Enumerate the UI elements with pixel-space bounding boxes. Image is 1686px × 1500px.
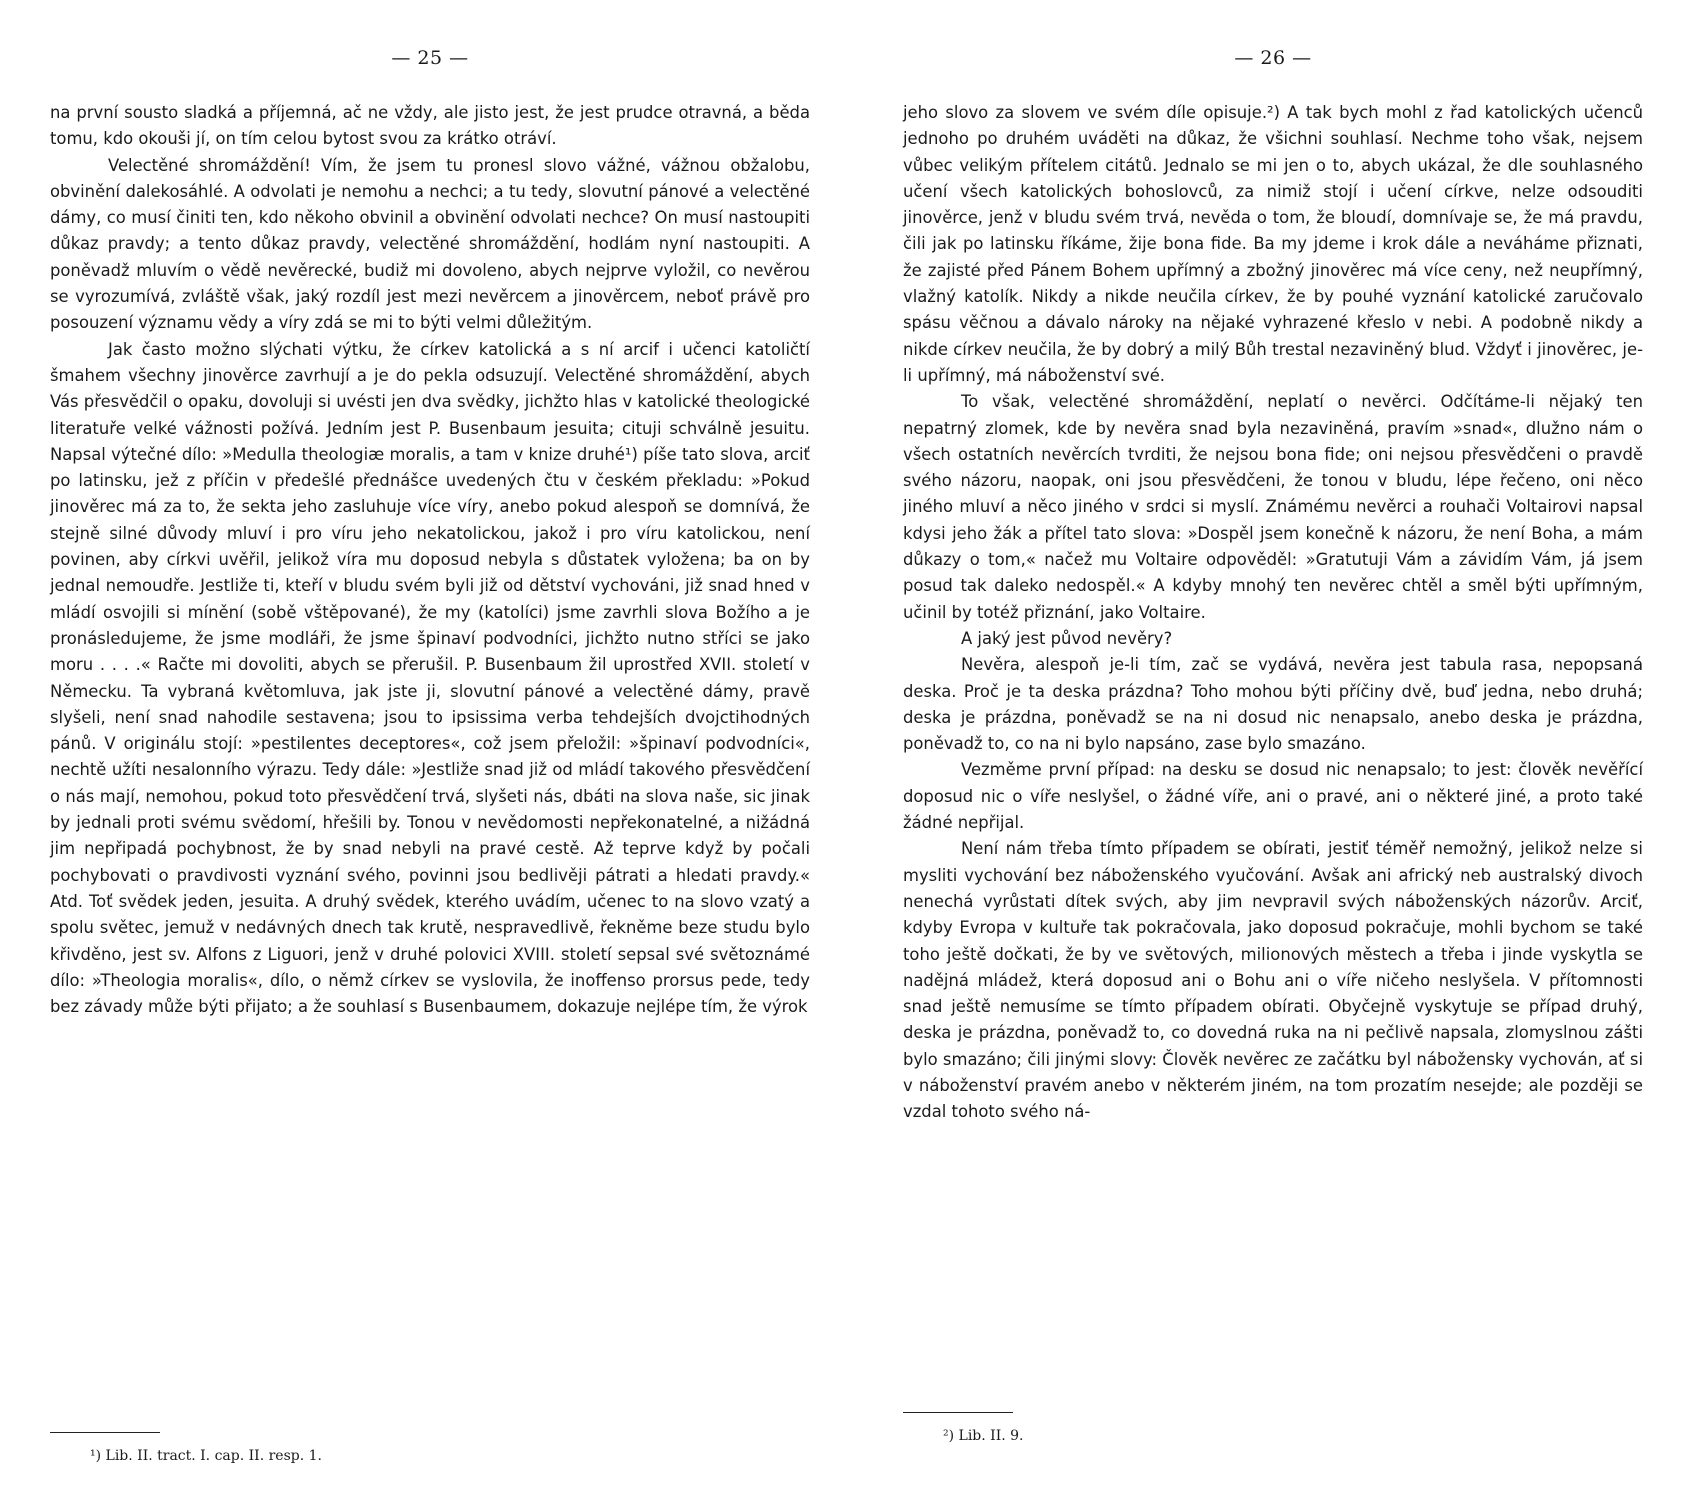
paragraph: Vezměme první případ: na desku se dosud nic nenapsalo; to jest: člověk nevěřící doposud nic o víře neslyšel, o žádné víře, ani o pravé, ani o některé jiné, a proto také žádné nepřijal.: [903, 760, 1643, 833]
paragraph: To však, velectěné shromáždění, neplatí o nevěrci. Odčítáme-li nějaký ten nepatrný zlomek, kde by nevěra snad byla nezaviněná, pravím »snad«, dlužno nám o všech ostatních nevěrcích tvrditi, že nejsou bona fide; oni nejsou přesvědčeni o pravdě svého názoru, naopak, oni jsou přesvědčeni, že tonou v bludu, lépe řečeno, oni něco jiného mluví a něco jiného v srdci si myslí. Známému nevěrci a rouhači Voltairovi napsal kdysi jeho žák a přítel tato slova: »Dospěl jsem konečně k názoru, že není Boha, a mám důkazy o tom,« načež mu Voltaire odpověděl: »Gratutuji Vám a závidím Vám, já jsem posud tak daleko nedospěl.« A kdyby mnohý ten nevěrec chtěl a směl býti upřímným, učinil by totéž přiznání, jako Voltaire.: [903, 392, 1643, 622]
footnote-rule: [903, 1412, 1013, 1413]
paragraph-heading: A jaký jest původ nevěry?: [961, 628, 1173, 648]
footnote-rule: [50, 1432, 160, 1433]
paragraph: jeho slovo za slovem ve svém díle opisuje.²) A tak bych mohl z řad katolických učenců jednoho po druhém uváděti na důkaz, že všichni souhlasí. Nechme toho však, nejsem vůbec velikým přítelem citátů. Jednalo se mi jen o to, abych ukázal, že dle souhlasného učení všech katolických bohoslovců, za nimiž stojí i učení církve, nelze odsouditi jinověrce, jenž v bludu svém trvá, nevěda o tom, že bloudí, domnívaje se, že má pravdu, čili jak po latinsku říkáme, žije bona fide. Ba my jdeme i krok dále a neváháme přiznati, že zajisté před Pánem Bohem upřímný a zbožný jinověrec má více ceny, než neupřímný, vlažný katolík. Nikdy a nikde neučila církev, že by pouhé vyznání katolické zaručovalo spásu věčnou a dávalo nároky na nějaké vyhrazené křeslo v nebi. A podobně nikdy a nikde církev neučila, že by dobrý a milý Bůh trestal nezaviněný blud. Vždyť i jinověrec, je-li upřímný, má náboženství své.: [903, 103, 1643, 385]
paragraph: na první sousto sladká a příjemná, ač ne vždy, ale jisto jest, že jest prudce otravná, a běda tomu, kdo okouši jí, on tím celou bytost svou za krátko otráví.: [50, 103, 810, 149]
page-number: — 26 —: [1234, 47, 1312, 69]
page-body: [903, 100, 1643, 1126]
page-body: [50, 100, 810, 1020]
paragraph: Není nám třeba tímto případem se obírati, jestiť téměř nemožný, jelikož nelze si mysliti vychování bez náboženského vyučování. Avšak ani africký neb australský divoch nenechá vyrůstati dítek svých, aby jim nevpravil svých náboženských názorův. Arciť, kdyby Evropa v kultuře tak pokračovala, jako doposud pokračuje, mohli bychom se také toho ještě dočkati, že by ve světových, milionových městech a třeba i jinde vyskytla se nadějná mládež, která doposud ani o Bohu ani o víře ničeho neslyšela. V přítomnosti snad ještě nemusíme se tímto případem obírati. Obyčejně vyskytuje se případ druhý, deska je prázdna, poněvadž to, co dovedná ruka na ni pečlivě napsala, zlomyslnou zášti bylo smazáno; čili jinými slovy: Člověk nevěrec ze začátku byl nábožensky vychován, ať si v náboženství pravém anebo v některém jiném, na tom prozatím nesejde; ale později se vzdal tohoto svého ná-: [903, 839, 1643, 1122]
page-number: — 25 —: [391, 47, 469, 69]
right-page: [903, 0, 1643, 1500]
left-page: [50, 0, 810, 1500]
paragraph: Jak často možno slýchati výtku, že církev katolická a s ní arcif i učenci katoličtí šmahem všechny jinověrce zavrhují a je do pekla odsuzují. Velectěné shromáždění, abych Vás přesvědčil o opaku, dovoluji si uvésti jen dva svědky, jichžto hlas v katolické theologické literatuře velké vážnosti požívá. Jedním jest P. Busenbaum jesuita; cituji schválně jesuitu. Napsal výtečné dílo: »Medulla theologiæ moralis, a tam v knize druhé¹) píše tato slova, arciť po latinsku, jež z příčin v předešlé přednášce uvedených čtu v českém překladu: »Pokud jinověrec má za to, že sekta jeho zasluhuje více víry, anebo pokud alespoň se domnívá, že stejně silné důvody mluví i pro víru jeho nekatolickou, jakož i pro víru katolickou, není povinen, aby církvi uvěřil, jelikož víra mu doposud nebyla s důstatek vyložena; ba on by jednal nemoudře. Jestliže ti, kteří v bludu svém byli již od dětství vychováni, již snad hned v mládí osvojili si mínění (sobě vštěpované), že my (katolíci) jsme zavrhli slova Božího a je pronásledujeme, že jsme modláři, že jsme špinaví podvodníci, jichžto nutno stříci se jako moru . . . .« Račte mi dovoliti, abych se přerušil. P. Busenbaum žil uprostřed XVII. století v Německu. Ta vybraná květomluva, jak jste ji, slovutní pánové a velectěné dámy, pravě slyšeli, není snad nahodile sestavena; jsou to ipsissima verba tehdejších dvojctihodných pánů. V originálu stojí: »pestilentes deceptores«, což jsem přeložil: »špinaví podvodníci«, nechtě užíti nesalonního výrazu. Tedy dále: »Jestliže snad již od mládí takového přesvědčení o nás mají, nemohou, pokud toto přesvědčení trvá, slyšeti nás, dbáti na slova naše, sic jinak by jednali proti svému svědomí, hřešili by. Tonou v nevědomosti nepřekonatelné, a nižádná jim nepřipadá pochybnost, že by snad nebyli na pravé cestě. Až teprve když by počali pochybovati o pravdivosti vyznání svého, povinni jsou bedlivěji pátrati a hledati pravdy.« Atd. Toť svědek jeden, jesuita. A druhý svědek, kterého uvádím, učenec to na slovo vzatý a spolu světec, jemuž v nedávných dnech tak krutě, nespravedlivě, řekněme beze studu bylo křivděno, jest sv. Alfons z Liguori, jenž v druhé polovici XVIII. století sepsal své světoznámé dílo: »Theologia moralis«, dílo, o němž církev se vyslovila, že inoffenso prorsus pede, tedy bez závady může býti přijato; a že souhlasí s Busenbaumem, dokazuje nejlépe tím, že výrok: [50, 339, 810, 1017]
paragraph: Velectěné shromáždění! Vím, že jsem tu pronesl slovo vážné, vážnou obžalobu, obvinění dalekosáhlé. A odvolati je nemohu a nechci; a tu tedy, slovutní pánové a velectěné dámy, co musí činiti ten, kdo někoho obvinil a obvinění odvolati nechce? On musí nastoupiti důkaz pravdy; a tento důkaz pravdy, velectěné shromáždění, hodlám nyní nastoupiti. A poněvadž mluvím o vědě nevěrecké, budiž mi dovoleno, abych nejprve vyložil, co nevěrou se vyrozumívá, zvláště však, jaký rozdíl jest mezi nevěrcem a jinověrcem, neboť právě pro posouzení významu vědy a víry zdá se mi to býti velmi důležitým.: [50, 155, 810, 333]
paragraph: Nevěra, alespoň je-li tím, zač se vydává, nevěra jest tabula rasa, nepopsaná deska. Proč je ta deska prázdna? Toho mohou býti příčiny dvě, buď jedna, nebo druhá; deska je prázdna, poněvadž se na ni dosud nic nenapsalo, anebo deska je prázdna, poněvadž to, co na ni bylo napsáno, zase bylo smazáno.: [903, 655, 1643, 754]
footnote: ²) Lib. II. 9.: [943, 1428, 1024, 1444]
footnote: ¹) Lib. II. tract. I. cap. II. resp. 1.: [90, 1448, 322, 1464]
